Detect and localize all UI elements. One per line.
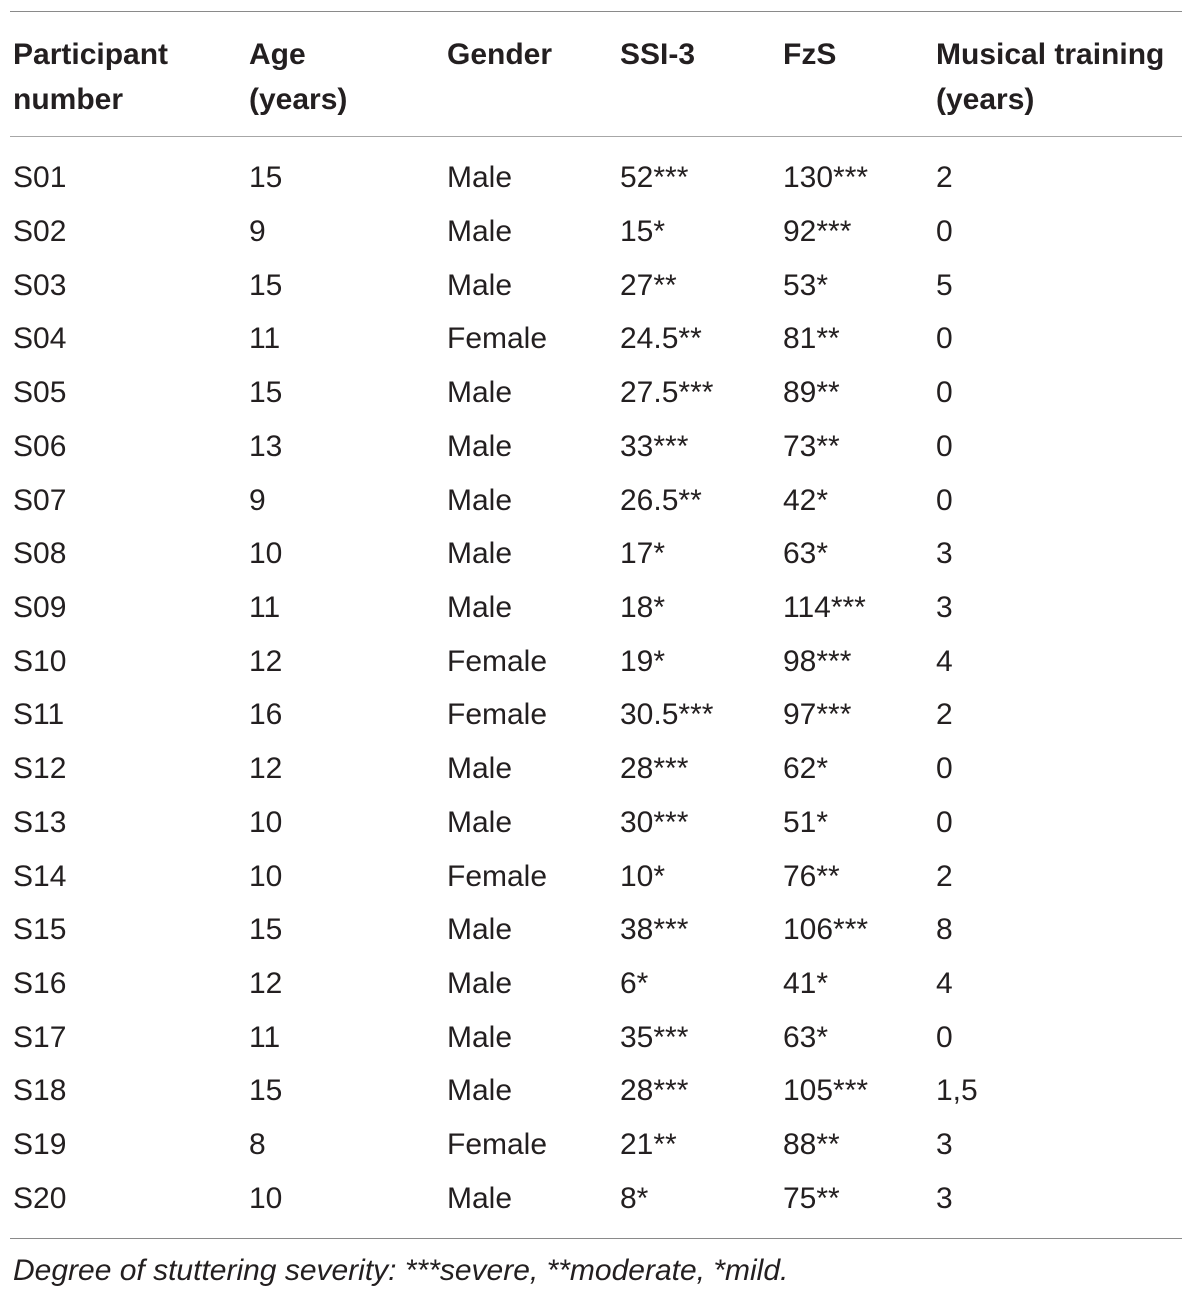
cell-musical-training: 3 <box>936 537 953 570</box>
cell-age: 15 <box>249 376 283 409</box>
cell-fzs: 41* <box>783 967 829 1000</box>
cell-age: 12 <box>249 645 283 678</box>
cell-fzs: 106*** <box>783 913 869 946</box>
table-row <box>0 1064 1200 1118</box>
cell-ssi3: 30.5*** <box>620 698 714 731</box>
cell-age: 10 <box>249 860 283 893</box>
cell-ssi3: 15* <box>620 215 666 248</box>
cell-fzs: 73** <box>783 430 840 463</box>
cell-participant: S15 <box>13 913 67 946</box>
cell-musical-training: 3 <box>936 591 953 624</box>
table-row <box>0 742 1200 796</box>
cell-age: 9 <box>249 215 266 248</box>
cell-participant: S16 <box>13 967 67 1000</box>
cell-musical-training: 3 <box>936 1128 953 1161</box>
cell-participant: S13 <box>13 806 67 839</box>
cell-gender: Female <box>447 645 548 678</box>
cell-ssi3: 38*** <box>620 913 689 946</box>
table-row <box>0 366 1200 420</box>
table-bottom-rule <box>10 1238 1182 1239</box>
cell-musical-training: 2 <box>936 860 953 893</box>
header-gender: Gender <box>447 38 553 71</box>
cell-musical-training: 0 <box>936 215 953 248</box>
table-row <box>0 903 1200 957</box>
cell-participant: S14 <box>13 860 67 893</box>
table-row <box>0 474 1200 528</box>
cell-ssi3: 27** <box>620 269 677 302</box>
cell-ssi3: 27.5*** <box>620 376 714 409</box>
cell-ssi3: 30*** <box>620 806 689 839</box>
cell-fzs: 51* <box>783 806 829 839</box>
cell-ssi3: 26.5** <box>620 484 702 517</box>
cell-gender: Male <box>447 806 513 839</box>
cell-ssi3: 17* <box>620 537 666 570</box>
cell-gender: Male <box>447 269 513 302</box>
cell-age: 16 <box>249 698 283 731</box>
table-row <box>0 312 1200 366</box>
cell-age: 15 <box>249 269 283 302</box>
cell-fzs: 81** <box>783 322 840 355</box>
cell-gender: Female <box>447 322 548 355</box>
cell-musical-training: 0 <box>936 806 953 839</box>
cell-gender: Male <box>447 1021 513 1054</box>
cell-gender: Female <box>447 860 548 893</box>
cell-ssi3: 8* <box>620 1182 649 1215</box>
cell-gender: Male <box>447 752 513 785</box>
header-musical-training: Musical training (years) <box>936 38 1165 116</box>
cell-participant: S20 <box>13 1182 67 1215</box>
cell-fzs: 42* <box>783 484 829 517</box>
cell-gender: Male <box>447 967 513 1000</box>
table-row <box>0 1118 1200 1172</box>
header-ssi3: SSI-3 <box>620 38 696 71</box>
table-row <box>0 581 1200 635</box>
cell-gender: Female <box>447 698 548 731</box>
cell-gender: Male <box>447 591 513 624</box>
cell-participant: S19 <box>13 1128 67 1161</box>
cell-gender: Male <box>447 537 513 570</box>
cell-fzs: 76** <box>783 860 840 893</box>
cell-participant: S03 <box>13 269 67 302</box>
cell-gender: Male <box>447 913 513 946</box>
table-row <box>0 151 1200 205</box>
cell-fzs: 62* <box>783 752 829 785</box>
table-row <box>0 688 1200 742</box>
cell-ssi3: 33*** <box>620 430 689 463</box>
table-row <box>0 527 1200 581</box>
cell-participant: S17 <box>13 1021 67 1054</box>
cell-participant: S09 <box>13 591 67 624</box>
cell-participant: S06 <box>13 430 67 463</box>
cell-participant: S18 <box>13 1074 67 1107</box>
cell-musical-training: 0 <box>936 322 953 355</box>
cell-ssi3: 6* <box>620 967 649 1000</box>
cell-ssi3: 19* <box>620 645 666 678</box>
cell-ssi3: 35*** <box>620 1021 689 1054</box>
cell-gender: Male <box>447 1074 513 1107</box>
cell-participant: S04 <box>13 322 67 355</box>
cell-age: 9 <box>249 484 266 517</box>
table-row <box>0 796 1200 850</box>
cell-age: 11 <box>249 591 281 624</box>
table-footnote: Degree of stuttering severity: ***severe, **moderate, *mild. <box>13 1254 789 1287</box>
table-row <box>0 420 1200 474</box>
header-age: Age (years) <box>249 38 348 116</box>
cell-age: 12 <box>249 752 283 785</box>
header-participant-number: Participant number <box>13 38 169 116</box>
cell-gender: Male <box>447 1182 513 1215</box>
cell-ssi3: 24.5** <box>620 322 702 355</box>
cell-gender: Male <box>447 430 513 463</box>
table-row <box>0 259 1200 313</box>
header-rule <box>10 136 1182 137</box>
cell-fzs: 105*** <box>783 1074 869 1107</box>
cell-fzs: 63* <box>783 1021 829 1054</box>
cell-musical-training: 5 <box>936 269 953 302</box>
cell-participant: S05 <box>13 376 67 409</box>
cell-participant: S12 <box>13 752 67 785</box>
cell-age: 15 <box>249 913 283 946</box>
cell-musical-training: 2 <box>936 698 953 731</box>
cell-gender: Female <box>447 1128 548 1161</box>
cell-gender: Male <box>447 161 513 194</box>
cell-musical-training: 0 <box>936 484 953 517</box>
cell-musical-training: 4 <box>936 967 953 1000</box>
cell-participant: S08 <box>13 537 67 570</box>
cell-musical-training: 8 <box>936 913 953 946</box>
cell-fzs: 63* <box>783 537 829 570</box>
cell-musical-training: 0 <box>936 376 953 409</box>
table-row <box>0 850 1200 904</box>
cell-age: 10 <box>249 806 283 839</box>
cell-age: 11 <box>249 1021 281 1054</box>
cell-ssi3: 28*** <box>620 1074 689 1107</box>
cell-age: 8 <box>249 1128 266 1161</box>
table-row <box>0 205 1200 259</box>
cell-participant: S01 <box>13 161 67 194</box>
table-row <box>0 957 1200 1011</box>
cell-musical-training: 0 <box>936 1021 953 1054</box>
cell-age: 15 <box>249 1074 283 1107</box>
header-fzs: FzS <box>783 38 837 71</box>
cell-participant: S07 <box>13 484 67 517</box>
cell-fzs: 97*** <box>783 698 852 731</box>
table-top-rule <box>10 11 1182 12</box>
cell-participant: S11 <box>13 698 65 731</box>
cell-age: 11 <box>249 322 281 355</box>
cell-age: 10 <box>249 1182 283 1215</box>
table-row <box>0 635 1200 689</box>
cell-ssi3: 10* <box>620 860 666 893</box>
table-row <box>0 1011 1200 1065</box>
cell-gender: Male <box>447 376 513 409</box>
cell-age: 13 <box>249 430 283 463</box>
cell-ssi3: 28*** <box>620 752 689 785</box>
cell-age: 15 <box>249 161 283 194</box>
cell-gender: Male <box>447 484 513 517</box>
cell-fzs: 88** <box>783 1128 840 1161</box>
cell-musical-training: 1,5 <box>936 1074 978 1107</box>
cell-musical-training: 4 <box>936 645 953 678</box>
cell-age: 12 <box>249 967 283 1000</box>
cell-musical-training: 0 <box>936 430 953 463</box>
cell-fzs: 75** <box>783 1182 840 1215</box>
cell-ssi3: 21** <box>620 1128 677 1161</box>
cell-ssi3: 52*** <box>620 161 689 194</box>
cell-musical-training: 3 <box>936 1182 953 1215</box>
cell-fzs: 53* <box>783 269 829 302</box>
cell-fzs: 92*** <box>783 215 852 248</box>
cell-ssi3: 18* <box>620 591 666 624</box>
cell-musical-training: 2 <box>936 161 953 194</box>
cell-fzs: 89** <box>783 376 840 409</box>
cell-age: 10 <box>249 537 283 570</box>
cell-fzs: 114*** <box>783 591 866 624</box>
table-row <box>0 1172 1200 1226</box>
cell-fzs: 98*** <box>783 645 852 678</box>
cell-fzs: 130*** <box>783 161 869 194</box>
cell-participant: S02 <box>13 215 67 248</box>
cell-musical-training: 0 <box>936 752 953 785</box>
cell-gender: Male <box>447 215 513 248</box>
cell-participant: S10 <box>13 645 67 678</box>
